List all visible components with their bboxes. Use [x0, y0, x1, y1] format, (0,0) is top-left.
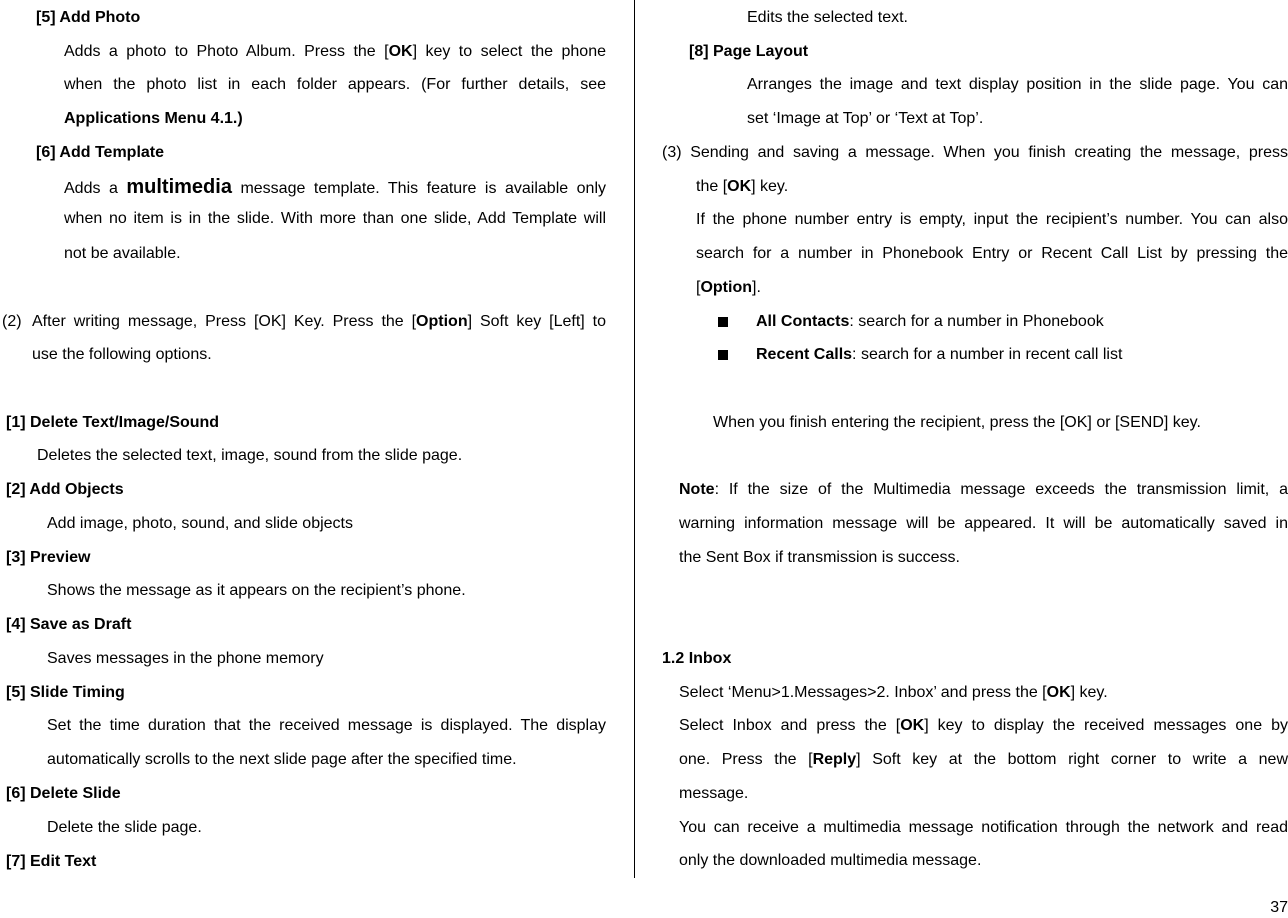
step-3-line2: the [OK] key.: [696, 178, 789, 195]
inbox-line6: only the downloaded multimedia message.: [679, 852, 982, 869]
inbox-line4: message.: [679, 785, 749, 802]
finish-entering-text: When you finish entering the recipient, press the [OK] or [SEND] key.: [713, 414, 1201, 431]
step-3-line4: search for a number in Phonebook Entry or Recent Call List by pressing the: [696, 245, 1288, 262]
add-template-desc-line2: when no item is in the slide. With more than one slide, Add Template will: [64, 210, 606, 227]
edit-text-heading: [7] Edit Text: [6, 853, 97, 870]
add-photo-heading: [5] Add Photo: [36, 9, 141, 26]
preview-heading: [3] Preview: [6, 549, 91, 566]
step-3-line1: (3) Sending and saving a message. When you finish creating the message, press: [662, 144, 1288, 161]
add-objects-desc: Add image, photo, sound, and slide objects: [47, 515, 353, 532]
inbox-line2: Select Inbox and press the [OK] key to display the received messages one by: [679, 717, 1288, 734]
add-template-heading: [6] Add Template: [36, 144, 165, 161]
add-photo-desc-line2: when the photo list in each folder appears. (For further details, see: [64, 76, 606, 93]
add-photo-desc-line3: Applications Menu 4.1.): [64, 110, 243, 127]
step-2-line1: After writing message, Press [OK] Key. Press the [Option] Soft key [Left] to: [32, 313, 606, 330]
delete-text-image-sound-desc: Deletes the selected text, image, sound from the slide page.: [37, 447, 463, 464]
note-line3: the Sent Box if transmission is success.: [679, 549, 960, 566]
delete-text-image-sound-heading: [1] Delete Text/Image/Sound: [6, 414, 220, 431]
note-line1: Note: If the size of the Multimedia message exceeds the transmission limit, a: [679, 481, 1288, 498]
slide-timing-desc-line1: Set the time duration that the received message is displayed. The display: [47, 717, 606, 734]
note-line2: warning information message will be appeared. It will be automatically saved in: [679, 515, 1288, 532]
add-photo-desc-line1: Adds a photo to Photo Album. Press the [OK] key to select the phone: [64, 43, 606, 60]
save-as-draft-desc: Saves messages in the phone memory: [47, 650, 324, 667]
page-number: 37: [1270, 899, 1288, 916]
page-layout-heading: [8] Page Layout: [689, 43, 809, 60]
bullet-all-contacts: All Contacts: search for a number in Phonebook: [756, 313, 1104, 330]
edit-text-desc: Edits the selected text.: [747, 9, 908, 26]
inbox-heading: 1.2 Inbox: [662, 650, 732, 667]
slide-timing-heading: [5] Slide Timing: [6, 684, 125, 701]
delete-slide-heading: [6] Delete Slide: [6, 785, 121, 802]
slide-timing-desc-line2: automatically scrolls to the next slide page after the specified time.: [47, 751, 517, 768]
step-3-line3: If the phone number entry is empty, input the recipient’s number. You can also: [696, 211, 1288, 228]
add-objects-heading: [2] Add Objects: [6, 481, 124, 498]
bullet-square-icon: [718, 317, 728, 327]
delete-slide-desc: Delete the slide page.: [47, 819, 202, 836]
step-2-line2: use the following options.: [32, 346, 212, 363]
step-3-line5: [Option].: [696, 279, 761, 296]
inbox-line1: Select ‘Menu>1.Messages>2. Inbox’ and press the [OK] key.: [679, 684, 1108, 701]
preview-desc: Shows the message as it appears on the recipient’s phone.: [47, 582, 466, 599]
bullet-square-icon: [718, 350, 728, 360]
add-template-desc-line3: not be available.: [64, 245, 181, 262]
inbox-line3: one. Press the [Reply] Soft key at the bottom right corner to write a new: [679, 751, 1288, 768]
inbox-line5: You can receive a multimedia message notification through the network and read: [679, 819, 1288, 836]
page-layout-desc-line2: set ‘Image at Top’ or ‘Text at Top’.: [747, 110, 984, 127]
page-layout-desc-line1: Arranges the image and text display position in the slide page. You can: [747, 76, 1288, 93]
step-2-number: (2): [2, 313, 22, 330]
add-template-desc-line1: Adds a multimedia message template. This feature is available only: [64, 176, 606, 198]
bullet-recent-calls: Recent Calls: search for a number in recent call list: [756, 346, 1123, 363]
save-as-draft-heading: [4] Save as Draft: [6, 616, 132, 633]
column-divider: [634, 0, 635, 878]
